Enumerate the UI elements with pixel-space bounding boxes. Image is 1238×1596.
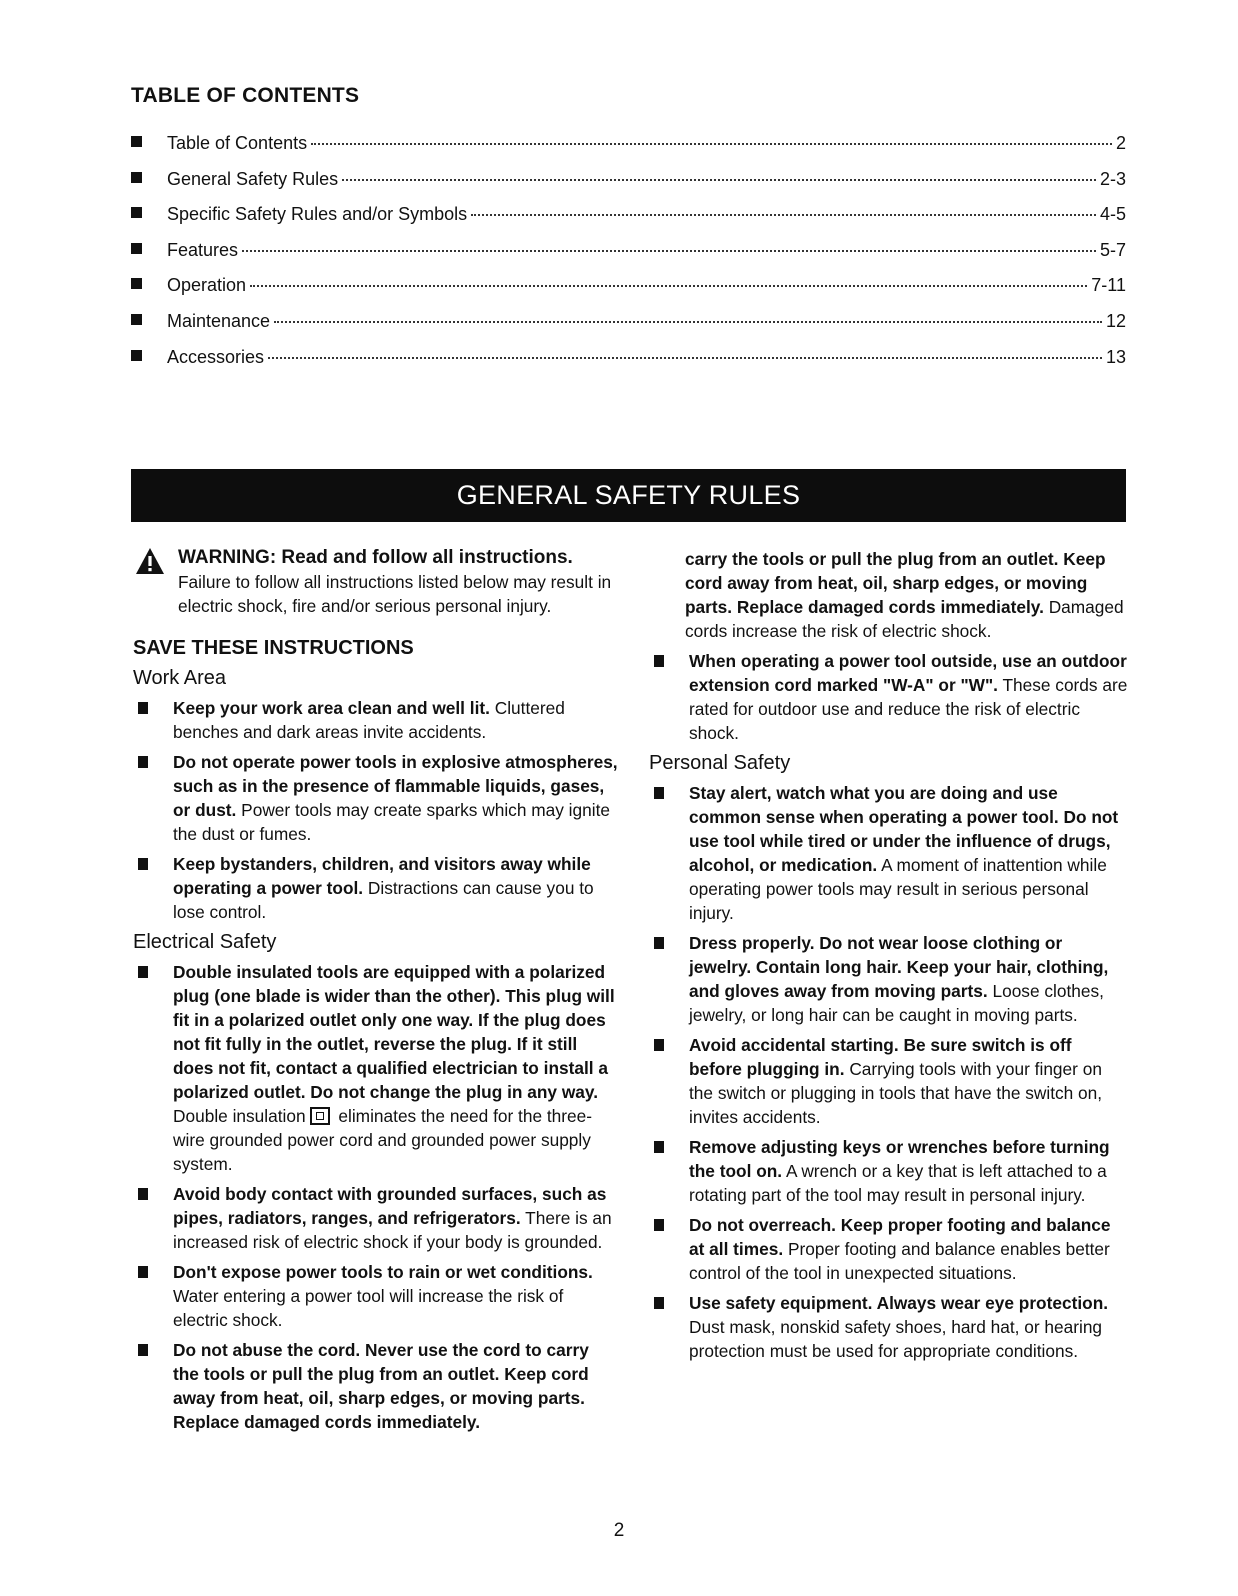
toc-item-label: Maintenance xyxy=(167,310,271,331)
rule-text: There is an increased risk of electric shock if your body is grounded. xyxy=(173,1208,612,1252)
rule-bold-text: Avoid body contact with grounded surfaces, such as pipes, radiators, ranges, and refrigerators. xyxy=(173,1184,607,1228)
rule-text: Damaged cords increase the risk of electric shock. xyxy=(685,597,1124,641)
bullet-icon xyxy=(138,1266,148,1278)
work-area-heading: Work Area xyxy=(133,667,226,689)
toc-item xyxy=(131,240,1126,276)
rule-item xyxy=(649,1291,1129,1363)
toc-item xyxy=(131,133,1126,169)
rule-text: A wrench or a key that is left attached to a rotating part of the tool may result in personal injury. xyxy=(689,1161,1107,1205)
rule-item xyxy=(649,1135,1129,1207)
bullet-icon xyxy=(131,243,142,254)
toc-leader-dots xyxy=(242,250,1096,252)
toc-leader-dots xyxy=(274,321,1102,323)
rule-text: Dust mask, nonskid safety shoes, hard hat, or hearing protection must be used for appropriate conditions. xyxy=(689,1317,1103,1361)
toc-item-label: Table of Contents xyxy=(167,133,308,153)
toc-item xyxy=(131,275,1126,311)
save-instructions-heading: SAVE THESE INSTRUCTIONS xyxy=(133,637,414,659)
bullet-icon xyxy=(654,655,664,667)
rule-text: Proper footing and balance enables better control of the tool in unexpected situations. xyxy=(689,1239,1110,1283)
toc-item-page: 13 xyxy=(1105,346,1126,367)
rule-item xyxy=(649,781,1129,925)
rule-text: Loose clothes, jewelry, or long hair can be caught in moving parts. xyxy=(689,981,1104,1025)
toc-item-page: 7-11 xyxy=(1091,275,1126,296)
left-column xyxy=(133,545,619,1432)
bullet-icon xyxy=(654,1297,664,1309)
toc-leader-dots xyxy=(250,285,1087,287)
rule-bold-text: Double insulated tools are equipped with a polarized plug (one blade is wider than the other). This plug will fit in a polarized outlet only one way. If the plug does not fit fully in the outlet, reverse the plug. If it still does not fit, contact a qualified electrician to install a polarized outlet. Do not change the plug in any way. xyxy=(173,962,615,1102)
rule-text: Double insulation xyxy=(173,1106,306,1126)
rule-bold-text: Avoid accidental starting. Be sure switch is off before plugging in. xyxy=(689,1035,1072,1079)
bullet-icon xyxy=(654,787,664,799)
rule-text: A moment of inattention while operating power tools may result in serious personal injury. xyxy=(689,855,1107,923)
rule-bold-text: Remove adjusting keys or wrenches before turning the tool on. xyxy=(689,1137,1110,1181)
rule-item-continued xyxy=(649,547,1129,643)
warning-block xyxy=(133,545,619,618)
bullet-icon xyxy=(138,858,148,870)
toc-item xyxy=(131,204,1126,240)
toc-item-label: Specific Safety Rules and/or Symbols xyxy=(167,204,468,225)
warning-title: WARNING: Read and follow all instructions. xyxy=(178,547,573,568)
rule-bold-text: Do not overreach. Keep proper footing and balance at all times. xyxy=(689,1215,1111,1259)
rule-bold-text: Do not operate power tools in explosive atmospheres, such as in the presence of flammable liquids, gases, or dust. xyxy=(173,752,618,820)
bullet-icon xyxy=(654,1039,664,1051)
bullet-icon xyxy=(131,136,142,147)
bullet-icon xyxy=(131,350,142,361)
toc-item-label: Features xyxy=(167,239,239,260)
bullet-icon xyxy=(654,1219,664,1231)
rule-item xyxy=(649,931,1129,1027)
toc-leader-dots xyxy=(471,214,1096,216)
rule-item xyxy=(133,1182,619,1254)
warning-text: Failure to follow all instructions listed below may result in electric shock, fire and/or serious personal injury. xyxy=(178,572,612,616)
rule-text: These cords are rated for outdoor use and reduce the risk of electric shock. xyxy=(689,675,1128,743)
toc-item-label: Operation xyxy=(167,275,247,296)
bullet-icon xyxy=(654,937,664,949)
rule-item xyxy=(133,750,619,846)
toc-item-page: 2 xyxy=(1115,133,1126,153)
toc-title: TABLE OF CONTENTS xyxy=(131,84,360,107)
rule-item xyxy=(133,852,619,924)
rule-bold-text: Use safety equipment. Always wear eye protection. xyxy=(689,1293,1109,1313)
rule-bold-text: Don't expose power tools to rain or wet conditions. xyxy=(173,1262,593,1282)
bullet-icon xyxy=(131,172,142,183)
toc-item-page: 2-3 xyxy=(1099,168,1126,189)
toc-leader-dots xyxy=(311,143,1112,145)
toc-item xyxy=(131,347,1126,383)
rule-bold-text: Keep bystanders, children, and visitors away while operating a power tool. xyxy=(173,854,591,898)
section-banner: GENERAL SAFETY RULES xyxy=(131,469,1126,522)
rule-item xyxy=(133,1338,619,1432)
personal-safety-heading: Personal Safety xyxy=(649,752,791,774)
warning-triangle-icon xyxy=(135,547,165,575)
bullet-icon xyxy=(138,966,148,978)
toc-item xyxy=(131,311,1126,347)
rule-bold-text: Keep your work area clean and well lit. xyxy=(173,698,490,718)
bullet-icon xyxy=(138,1344,148,1356)
bullet-icon xyxy=(138,702,148,714)
bullet-icon xyxy=(138,1188,148,1200)
toc-item-label: General Safety Rules xyxy=(167,168,339,189)
bullet-icon xyxy=(131,278,142,289)
bullet-icon xyxy=(131,314,142,325)
rule-item xyxy=(133,960,619,1176)
right-column xyxy=(649,547,1129,1369)
rule-text: Water entering a power tool will increase the risk of electric shock. xyxy=(173,1286,564,1330)
rule-bold-text: When operating a power tool outside, use an outdoor extension cord marked "W-A" or "W". xyxy=(689,651,1127,695)
toc-item-page: 5-7 xyxy=(1099,239,1126,260)
toc-list xyxy=(131,133,1126,382)
toc-item xyxy=(131,169,1126,205)
toc-leader-dots xyxy=(268,357,1102,359)
rule-text: Power tools may create sparks which may ignite the dust or fumes. xyxy=(173,800,610,844)
rule-text: eliminates the need for the three-wire grounded power cord and grounded power supply system. xyxy=(173,1106,593,1174)
rule-bold-text: carry the tools or pull the plug from an outlet. Keep cord away from heat, oil, sharp edges, or moving parts. Replace damaged cords immediately. xyxy=(685,549,1106,617)
rule-text: Carrying tools with your finger on the switch or plugging in tools that have the switch on, invites accidents. xyxy=(689,1059,1103,1127)
bullet-icon xyxy=(131,207,142,218)
toc-item-page: 4-5 xyxy=(1099,204,1126,225)
rule-text: Cluttered benches and dark areas invite accidents. xyxy=(173,698,565,742)
rule-item xyxy=(649,1213,1129,1285)
toc-item-page: 12 xyxy=(1105,310,1126,331)
bullet-icon xyxy=(138,756,148,768)
toc-item-label: Accessories xyxy=(167,346,265,367)
electrical-safety-heading: Electrical Safety xyxy=(133,931,277,953)
rule-item xyxy=(133,696,619,744)
rule-item xyxy=(649,649,1129,745)
double-insulation-icon xyxy=(310,1107,330,1125)
page-number: 2 xyxy=(613,1520,625,1541)
rule-bold-text: Do not abuse the cord. Never use the cord to carry the tools or pull the plug from an outlet. Keep cord away from heat, oil, sharp edges, or moving parts. Replace damaged cords immediately. xyxy=(173,1340,589,1432)
bullet-icon xyxy=(654,1141,664,1153)
rule-text: Distractions can cause you to lose control. xyxy=(173,878,594,922)
rule-bold-text: Stay alert, watch what you are doing and use common sense when operating a power tool. Do not use tool while tired or under the influence of drugs, alcohol, or medication. xyxy=(689,783,1119,875)
rule-bold-text: Dress properly. Do not wear loose clothing or jewelry. Contain long hair. Keep your hair, clothing, and gloves away from moving parts. xyxy=(689,933,1109,1001)
rule-item xyxy=(133,1260,619,1332)
toc-leader-dots xyxy=(342,179,1096,181)
rule-item xyxy=(649,1033,1129,1129)
